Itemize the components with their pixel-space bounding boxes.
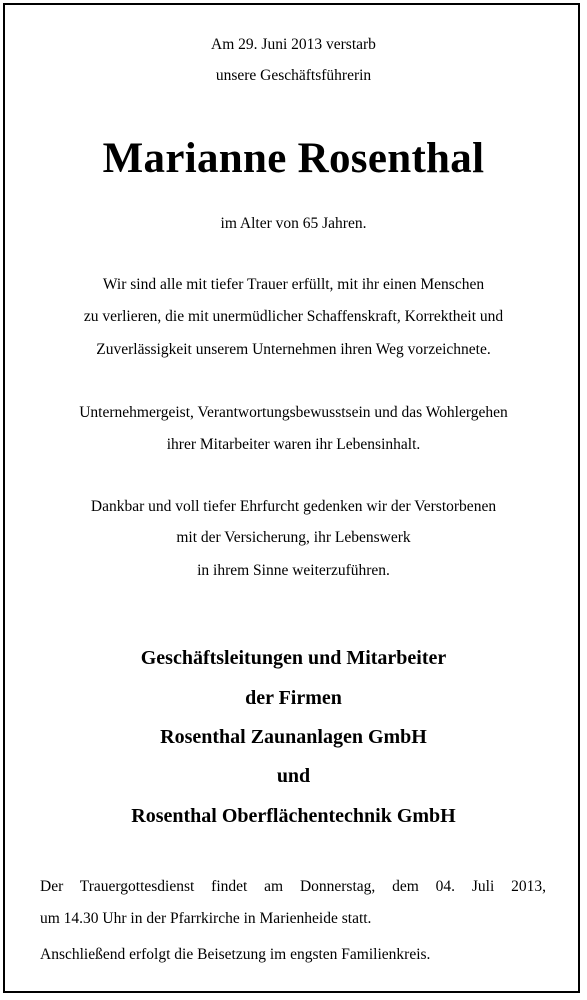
paragraph1-line2: zu verlieren, die mit unermüdlicher Schaffenskraft, Korrektheit und (83, 308, 504, 325)
signature-line2: der Firmen (245, 687, 342, 709)
service-line1: Der Trauergottesdienst findet am Donnerstag, dem 04. Juli 2013, (40, 878, 546, 895)
header-line-role: unsere Geschäftsführerin (215, 67, 372, 84)
header-line-date: Am 29. Juni 2013 verstarb (211, 36, 376, 53)
signature-line5: Rosenthal Oberflächentechnik GmbH (131, 805, 456, 827)
paragraph2-line2: ihrer Mitarbeiter waren ihr Lebensinhalt. (166, 436, 421, 453)
paragraph3-line2: mit der Versicherung, ihr Lebenswerk (176, 529, 411, 546)
service-line2: um 14.30 Uhr in der Pfarrkirche in Marienheide statt. (40, 910, 372, 927)
paragraph1-line3: Zuverlässigkeit unserem Unternehmen ihren Weg vorzeichnete. (96, 341, 491, 358)
paragraph2-line1: Unternehmergeist, Verantwortungsbewusstsein und das Wohlergehen (79, 404, 508, 421)
deceased-name: Marianne Rosenthal (102, 135, 485, 182)
signature-line4: und (276, 765, 311, 787)
paragraph1-line1: Wir sind alle mit tiefer Trauer erfüllt, mit ihr einen Menschen (102, 276, 485, 293)
signature-line1: Geschäftsleitungen und Mitarbeiter (140, 647, 447, 669)
signature-line3: Rosenthal Zaunanlagen GmbH (160, 726, 427, 748)
paragraph3-line1: Dankbar und voll tiefer Ehrfurcht gedenken wir der Verstorbenen (90, 498, 497, 515)
paragraph3-line3: in ihrem Sinne weiterzuführen. (197, 562, 390, 579)
service-line3: Anschließend erfolgt die Beisetzung im engsten Familienkreis. (40, 946, 431, 963)
age-line: im Alter von 65 Jahren. (220, 215, 367, 232)
